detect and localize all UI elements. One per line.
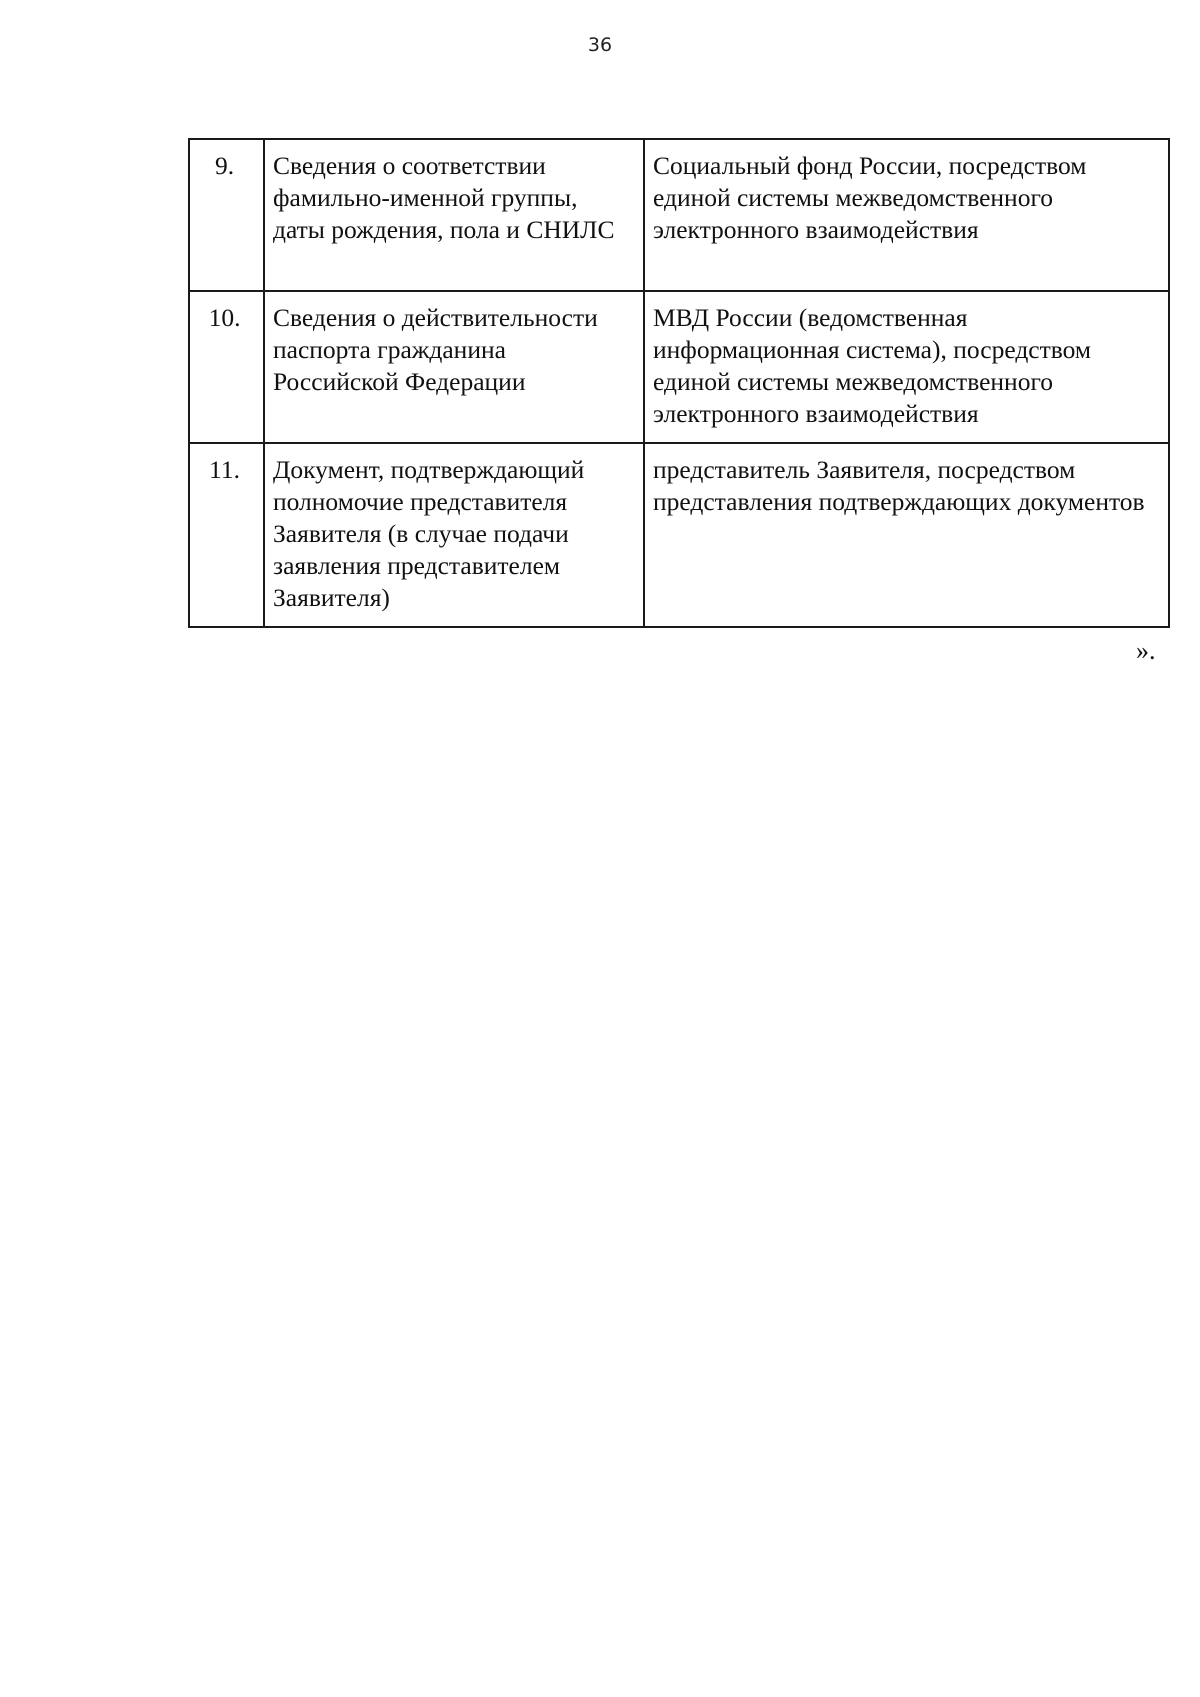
table-row <box>189 139 1169 291</box>
row-number: 11. <box>189 443 264 627</box>
row-info: Сведения о действительности паспорта гражданина Российской Федерации <box>264 291 644 443</box>
page-number: 36 <box>587 34 613 56</box>
table-row <box>189 291 1169 443</box>
row-number: 10. <box>189 291 264 443</box>
row-info: Документ, подтверждающий полномочие представителя Заявителя (в случае подачи заявления представителем Заявителя) <box>264 443 644 627</box>
row-number: 9. <box>189 139 264 291</box>
row-source: представитель Заявителя, посредством представления подтверждающих документов <box>644 443 1169 627</box>
row-info: Сведения о соответствии фамильно-именной группы, даты рождения, пола и СНИЛС <box>264 139 644 291</box>
table-row <box>189 443 1169 627</box>
row-source: Социальный фонд России, посредством единой системы межведомственного электронного взаимодействия <box>644 139 1169 291</box>
documents-table <box>188 138 1170 628</box>
row-source: МВД России (ведомственная информационная система), посредством единой системы межведомственного электронного взаимодействия <box>644 291 1169 443</box>
closing-quote-mark: ». <box>1136 636 1156 665</box>
